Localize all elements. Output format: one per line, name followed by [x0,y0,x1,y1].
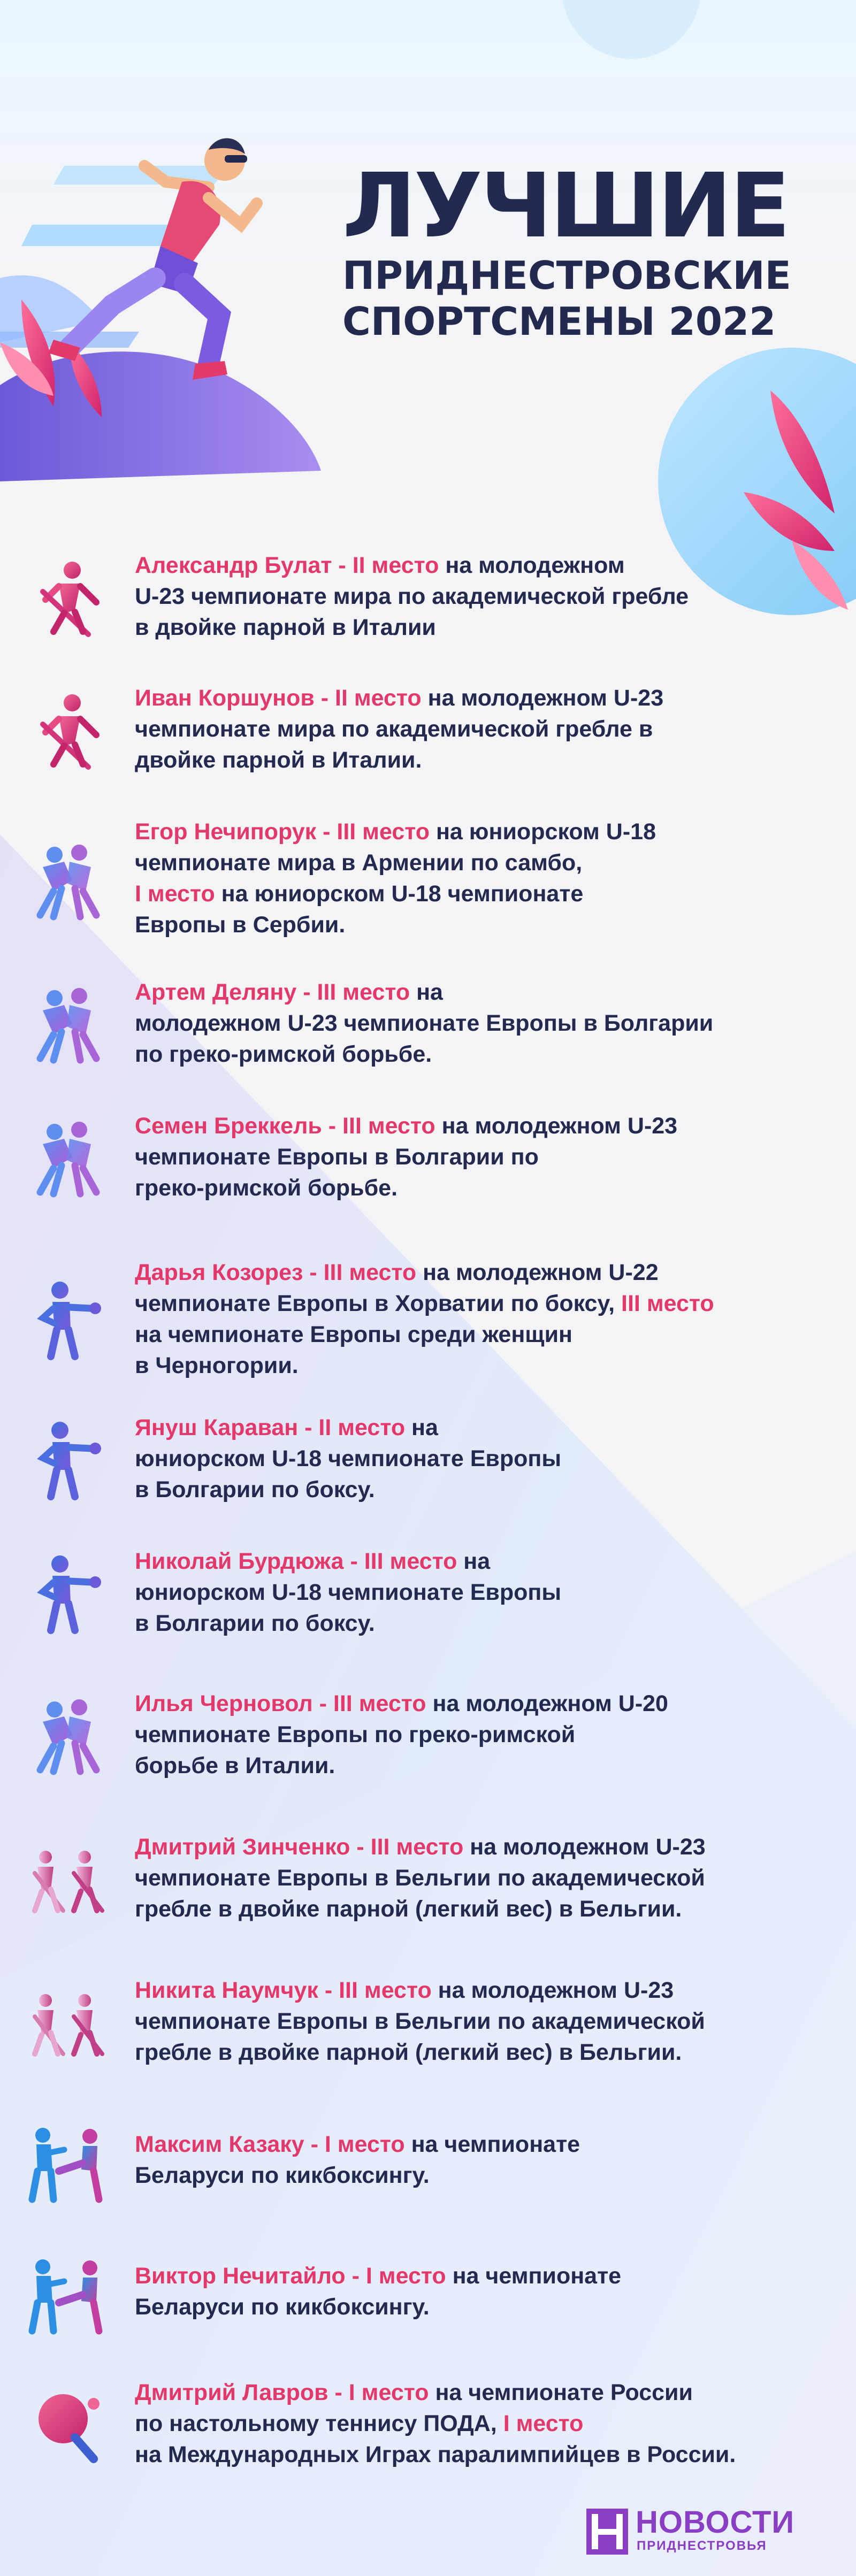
entry-highlight: I место [135,881,215,907]
entry-text: гребле в двойке парной (легкий вес) в Бельгии. [135,1896,682,1922]
page-subtitle-line1: ПРИДНЕСТРОВСКИЕ [342,253,791,298]
entry-text: на чемпионате России [429,2380,693,2405]
runner-illustration [32,123,310,401]
entry-text: юниорском U-18 чемпионате Европы [135,1580,562,1605]
entry-text: на молодежном U-23 [421,685,664,711]
entry-text: на [410,979,443,1005]
entry-text: на [457,1548,491,1574]
entry-text: на молодежном U-22 [416,1260,659,1285]
athlete-name-place: Николай Бурдюжа - III место [135,1548,457,1574]
entry-text: на молодежном U-23 [463,1834,706,1860]
entry-text: на юниорском U-18 чемпионате [215,881,584,907]
entry-text: чемпионате мира по академической гребле в [135,716,653,742]
athlete-name-place: Дмитрий Зинченко - III место [135,1834,464,1860]
entry-text: чемпионате Европы в Бельгии по академической [135,2008,705,2034]
athlete-name-place: Артем Деляну - III место [135,979,410,1005]
entry-text: на молодежном [439,553,625,578]
athlete-name-place: Александр Булат - II место [135,553,439,578]
athlete-name-place: Максим Казаку - I место [135,2132,405,2157]
entry-text: на [405,1415,438,1440]
entry-text: на юниорском U-18 [430,819,656,845]
logo-text-line1: НОВОСТИ [636,2505,795,2540]
athlete-name-place: Илья Черновол - III место [135,1691,426,1716]
boxing-icon [21,1416,112,1502]
wrestling-icon [21,981,112,1067]
entry-text: в Болгарии по боксу. [135,1611,375,1636]
double-rowing-icon [21,1836,112,1921]
logo-text-line2: ПРИДНЕСТРОВЬЯ [637,2539,767,2553]
entry-text: молодежном U-23 чемпионате Европы в Болгарии [135,1010,714,1036]
athlete-name-place: Никита Наумчук - III место [135,1977,432,2003]
entry-text: по настольному теннису ПОДА, [135,2411,503,2436]
kickboxing-icon [21,2120,112,2206]
entry-text: чемпионате Европы в Хорватии по боксу, [135,1291,622,1316]
entry-text: на Международных Играх паралимпийцев в России. [135,2442,736,2467]
wrestling-icon [21,838,112,923]
entry-text: на молодежном U-23 [435,1113,678,1139]
entry-text: на молодежном U-23 [431,1977,674,2003]
boxing-icon [21,1276,112,1362]
entry-highlight: I место [503,2411,584,2436]
boxing-icon [21,1550,112,1636]
table-tennis-icon [21,2381,112,2467]
entry-text: в Болгарии по боксу. [135,1477,375,1502]
entry-text: юниорском U-18 чемпионате Европы [135,1446,562,1471]
news-logo [586,2505,832,2559]
rowing-icon [21,687,112,772]
title-block [342,155,835,344]
entry-text: чемпионате мира в Армении по самбо, [135,850,583,876]
entry-text: Беларуси по кикбоксингу. [135,2163,430,2188]
athlete-name-place: Егор Нечипорук - III место [135,819,430,845]
entry-text: двойке парной в Италии. [135,747,422,773]
entry-text: в двойке парной в Италии [135,615,436,640]
wrestling-icon [21,1692,112,1778]
page-subtitle-line2: СПОРТСМЕНЫ 2022 [342,299,776,344]
double-rowing-icon [21,1979,112,2065]
entry-text: греко-римской борьбе. [135,1175,398,1201]
athlete-name-place: Виктор Нечитайло - I место [135,2263,446,2289]
rowing-icon [21,554,112,640]
entry-text: в Черногории. [135,1353,299,1378]
kickboxing-icon [21,2252,112,2337]
entry-text: по греко-римской борьбе. [135,1041,432,1067]
entry-text: борьбе в Италии. [135,1753,335,1778]
entry-text: чемпионате Европы в Болгарии по [135,1144,539,1170]
entry-text: на чемпионате Европы среди женщин [135,1322,572,1347]
entry-text: Беларуси по кикбоксингу. [135,2294,430,2320]
logo-mark-icon [586,2509,628,2555]
entry-highlight: III место [621,1291,714,1316]
entry-text: на молодежном U-20 [426,1691,668,1716]
page-title: ЛУЧШИЕ [342,155,789,258]
entry-text: на чемпионате [446,2263,622,2289]
athlete-name-place: Дмитрий Лавров - I место [135,2380,429,2405]
athlete-name-place: Семен Бреккель - III место [135,1113,435,1139]
athlete-name-place: Иван Коршунов - II место [135,685,422,711]
wrestling-icon [21,1115,112,1200]
athlete-name-place: Дарья Козорез - III место [135,1260,417,1285]
entry-text: на чемпионате [404,2132,580,2157]
entry-text: Европы в Сербии. [135,912,346,938]
entry-text: чемпионате Европы в Бельгии по академической [135,1865,705,1891]
entry-text: чемпионате Европы по греко-римской [135,1722,576,1747]
entry-text: U-23 чемпионате мира по академической гребле [135,584,689,609]
athlete-name-place: Януш Караван - II место [135,1415,406,1440]
entry-text: гребле в двойке парной (легкий вес) в Бельгии. [135,2040,682,2065]
